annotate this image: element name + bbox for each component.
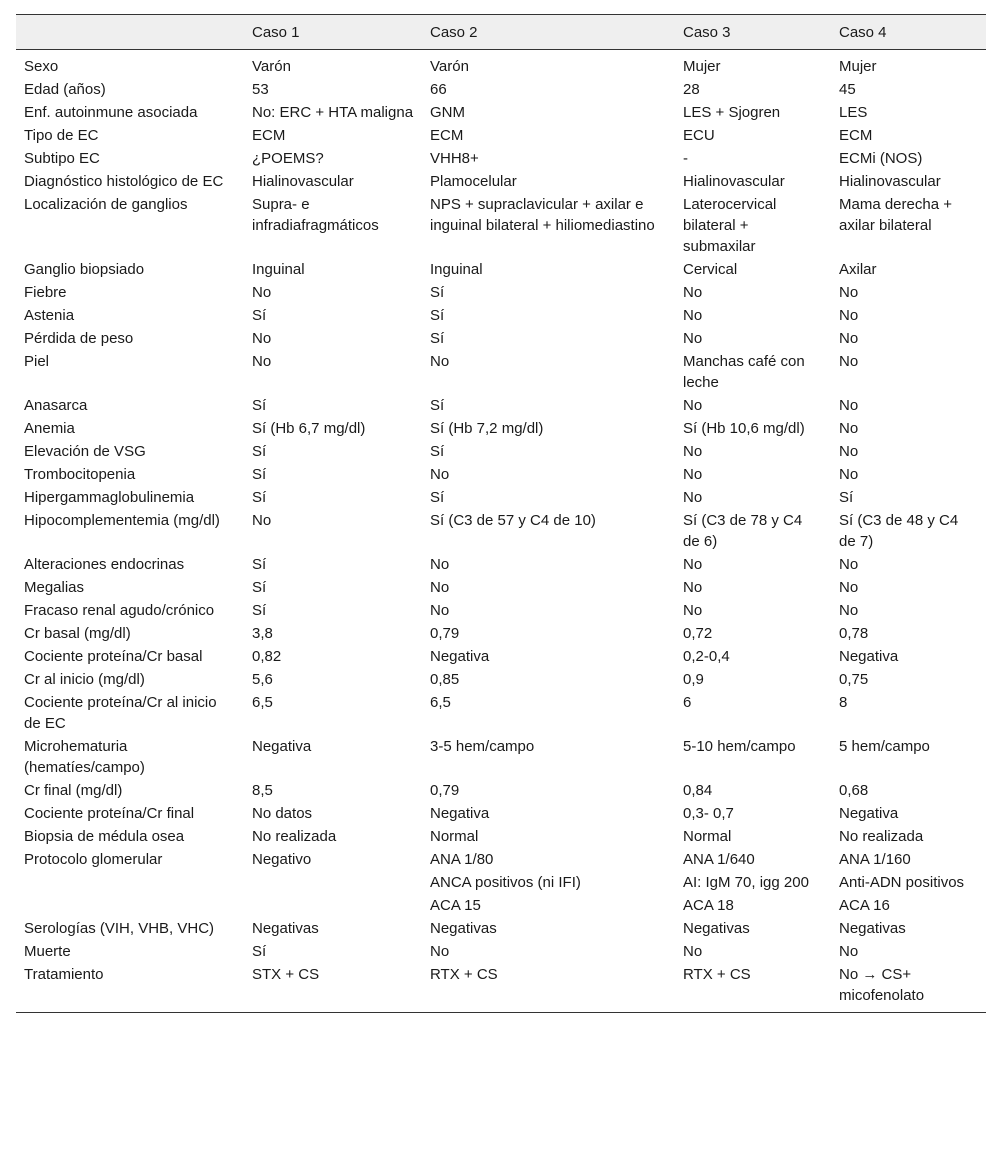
value-cell-caso-3: No: [683, 284, 703, 301]
value-cell-caso-1: No: [252, 353, 272, 370]
value-cell-caso-2: Sí: [430, 330, 445, 347]
row-label-cell: Fiebre: [24, 284, 67, 301]
row-label-cell: Biopsia de médula osea: [24, 828, 185, 845]
row-label-cell: Astenia: [24, 307, 75, 324]
row-label-cell: Tipo de EC: [24, 127, 99, 144]
row-label-cell: Hipergammaglobulinemia: [24, 489, 195, 506]
table-row: [16, 668, 986, 691]
row-label-cell: Protocolo glomerular: [24, 851, 163, 868]
value-cell-caso-3: 5-10 hem/campo: [683, 738, 796, 755]
value-cell-caso-1: ECM: [252, 127, 286, 144]
value-cell-caso-3: AI: IgM 70, igg 200: [683, 874, 809, 891]
table-row: [16, 417, 986, 440]
value-cell-caso-2: Negativas: [430, 920, 497, 937]
value-cell-caso-3: No: [683, 307, 703, 324]
header-cell-caso-4: Caso 4: [831, 15, 986, 50]
value-cell-caso-1: Sí: [252, 443, 267, 460]
value-cell-caso-3: Sí (C3 de 78 y C4 de 6): [683, 512, 803, 550]
row-label-cell: Ganglio biopsiado: [24, 261, 145, 278]
value-cell-caso-2: Sí: [430, 397, 445, 414]
value-cell-caso-4: No: [839, 353, 859, 370]
row-label-cell: Cr basal (mg/dl): [24, 625, 131, 642]
value-cell-caso-4: Negativa: [839, 805, 899, 822]
table-row: [16, 440, 986, 463]
row-label-cell: [16, 871, 244, 894]
table-row: [16, 258, 986, 281]
row-label-cell: Localización de ganglios: [24, 196, 188, 213]
value-cell-caso-4: No: [839, 466, 859, 483]
value-cell-caso-3: No: [683, 943, 703, 960]
value-cell-caso-1: Sí: [252, 397, 267, 414]
table-row: [16, 124, 986, 147]
value-cell-caso-4: No → CS+ micofenolato: [831, 963, 986, 1013]
value-cell-caso-3: -: [683, 150, 688, 167]
value-cell-caso-4: No: [839, 420, 859, 437]
value-cell-caso-3: No: [683, 556, 703, 573]
table-row: [16, 281, 986, 304]
value-cell-caso-1: No: [252, 284, 272, 301]
table-row: [16, 691, 986, 735]
value-cell-caso-3: Cervical: [683, 261, 738, 278]
row-label-cell: Anasarca: [24, 397, 88, 414]
header-cell-caso-2: Caso 2: [422, 15, 675, 50]
value-cell-caso-4: No: [839, 579, 859, 596]
header-cell-caso-3: Caso 3: [675, 15, 831, 50]
table-row: [16, 170, 986, 193]
value-cell-caso-1: Sí: [252, 943, 267, 960]
value-cell-caso-2: Sí (Hb 7,2 mg/dl): [430, 420, 544, 437]
value-cell-caso-1: 6,5: [252, 694, 273, 711]
row-label-cell: Cr final (mg/dl): [24, 782, 123, 799]
value-cell-caso-4: 0,68: [839, 782, 869, 799]
value-cell-caso-4: 5 hem/campo: [839, 738, 930, 755]
row-label-cell: Cociente proteína/Cr al inicio de EC: [24, 694, 217, 732]
value-cell-caso-3: 0,72: [683, 625, 713, 642]
value-cell-caso-4: Anti-ADN positivos: [839, 874, 965, 891]
row-label-cell: Cociente proteína/Cr final: [24, 805, 195, 822]
value-cell-caso-4: Negativas: [839, 920, 906, 937]
value-cell-caso-3: Laterocervical bilateral + submaxilar: [683, 196, 777, 255]
value-cell-caso-4: ANA 1/160: [839, 851, 911, 868]
row-label-cell: Pérdida de peso: [24, 330, 134, 347]
row-label-cell: Hipocomplementemia (mg/dl): [24, 512, 220, 529]
value-cell-caso-4: Negativa: [839, 648, 899, 665]
value-cell-caso-1: Sí (Hb 6,7 mg/dl): [252, 420, 366, 437]
value-cell-caso-3: No: [683, 466, 703, 483]
table-row: [16, 645, 986, 668]
table-row: [16, 963, 986, 1013]
value-cell-caso-1: 53: [252, 81, 269, 98]
value-cell-caso-1: No datos: [252, 805, 313, 822]
table-row: [16, 394, 986, 417]
value-cell-caso-3: No: [683, 330, 703, 347]
value-cell-caso-4: No: [839, 330, 859, 347]
value-cell-caso-3: ANA 1/640: [683, 851, 755, 868]
value-cell-caso-1: Inguinal: [252, 261, 305, 278]
value-cell-caso-1: Sí: [252, 489, 267, 506]
value-cell-caso-2: ANA 1/80: [430, 851, 494, 868]
value-cell-caso-2: Sí: [430, 489, 445, 506]
value-cell-caso-1: Supra- e infradiafragmáticos: [252, 196, 379, 234]
value-cell-caso-2: No: [430, 466, 450, 483]
row-label-cell: Subtipo EC: [24, 150, 100, 167]
value-cell-caso-3: 0,2-0,4: [683, 648, 730, 665]
value-cell-caso-2: 66: [430, 81, 447, 98]
row-label-cell: Serologías (VIH, VHB, VHC): [24, 920, 215, 937]
row-label-cell: Sexo: [24, 58, 59, 75]
table-row: [16, 50, 986, 79]
table-body: [16, 50, 986, 1013]
value-cell-caso-2: Sí: [430, 284, 445, 301]
value-cell-caso-4: Sí: [839, 489, 854, 506]
value-cell-caso-1: Varón: [252, 58, 291, 75]
row-label-cell: Elevación de VSG: [24, 443, 146, 460]
value-cell-caso-2: Plamocelular: [430, 173, 517, 190]
value-cell-caso-2: 6,5: [430, 694, 451, 711]
value-cell-caso-3: 0,84: [683, 782, 713, 799]
value-cell-caso-1: STX + CS: [244, 963, 422, 1013]
header-cell-label: [16, 15, 244, 50]
value-cell-caso-4: 45: [839, 81, 856, 98]
table-row: [16, 825, 986, 848]
value-cell-caso-3: Sí (Hb 10,6 mg/dl): [683, 420, 805, 437]
value-cell-caso-2: 0,85: [430, 671, 460, 688]
value-cell-caso-3: 28: [683, 81, 700, 98]
value-cell-caso-3: ECU: [683, 127, 715, 144]
table-row: [16, 779, 986, 802]
value-cell-caso-4: No: [839, 397, 859, 414]
value-cell-caso-3: Hialinovascular: [683, 173, 785, 190]
table-row: [16, 463, 986, 486]
table-row: [16, 509, 986, 553]
clinical-table-container: [16, 14, 986, 1013]
row-label-cell: Muerte: [24, 943, 71, 960]
clinical-cases-table: [16, 14, 986, 1013]
value-cell-caso-2: No: [430, 556, 450, 573]
value-cell-caso-3: Manchas café con leche: [683, 353, 805, 391]
value-cell-caso-3: 6: [683, 694, 692, 711]
table-row: [16, 147, 986, 170]
table-row: [16, 486, 986, 509]
value-cell-caso-1: Sí: [252, 556, 267, 573]
value-cell-caso-4: ECM: [839, 127, 873, 144]
value-cell-caso-4: No: [839, 556, 859, 573]
value-cell-caso-4: Mama derecha + axilar bilateral: [839, 196, 952, 234]
value-cell-caso-1: Sí: [252, 466, 267, 483]
row-label-cell: [16, 894, 244, 917]
value-cell-caso-1: [244, 871, 422, 894]
value-cell-caso-3: LES + Sjogren: [683, 104, 781, 121]
row-label-cell: Microhematuria (hematíes/campo): [24, 738, 145, 776]
value-cell-caso-2: 0,79: [430, 782, 460, 799]
value-cell-caso-4: 8: [839, 694, 848, 711]
value-cell-caso-2: Normal: [430, 828, 479, 845]
value-cell-caso-1: 8,5: [252, 782, 273, 799]
value-cell-caso-1: [244, 894, 422, 917]
value-cell-caso-2: Varón: [430, 58, 469, 75]
value-cell-caso-1: Hialinovascular: [252, 173, 354, 190]
row-label-cell: Anemia: [24, 420, 75, 437]
value-cell-caso-2: NPS + supraclavicular + axilar e inguinal bilateral + hiliomediastino: [430, 196, 655, 234]
value-cell-caso-2: No: [430, 353, 450, 370]
value-cell-caso-2: GNM: [430, 104, 465, 121]
value-cell-caso-2: No: [430, 602, 450, 619]
table-row: [16, 622, 986, 645]
value-cell-caso-1: Negativa: [252, 738, 312, 755]
value-cell-caso-3: ACA 18: [683, 897, 734, 914]
value-cell-caso-3: 0,3- 0,7: [683, 805, 734, 822]
value-cell-caso-2: 3-5 hem/campo: [430, 738, 535, 755]
value-cell-caso-4: Sí (C3 de 48 y C4 de 7): [839, 512, 959, 550]
table-row: [16, 327, 986, 350]
value-cell-caso-2: ACA 15: [430, 897, 481, 914]
value-cell-caso-3: No: [683, 397, 703, 414]
value-cell-caso-3: Negativas: [683, 920, 750, 937]
value-cell-caso-2: ANCA positivos (ni IFI): [430, 874, 581, 891]
value-cell-caso-3: 0,9: [683, 671, 704, 688]
header-row: [16, 15, 986, 50]
value-cell-caso-3: No: [683, 602, 703, 619]
value-cell-caso-4: Hialinovascular: [839, 173, 941, 190]
value-cell-caso-2: VHH8+: [430, 150, 479, 167]
value-cell-caso-1: 3,8: [252, 625, 273, 642]
row-label-cell: Trombocitopenia: [24, 466, 136, 483]
table-header: [16, 15, 986, 50]
row-label-cell: Fracaso renal agudo/crónico: [24, 602, 215, 619]
table-row: [16, 894, 986, 917]
table-row: [16, 101, 986, 124]
value-cell-caso-4: LES: [839, 104, 868, 121]
value-cell-caso-2: Sí (C3 de 57 y C4 de 10): [430, 512, 596, 529]
value-cell-caso-2: Inguinal: [430, 261, 483, 278]
value-cell-caso-1: Sí: [252, 602, 267, 619]
table-row: [16, 193, 986, 258]
value-cell-caso-1: No: [252, 330, 272, 347]
value-cell-caso-4: No: [839, 602, 859, 619]
row-label-cell: Tratamiento: [16, 963, 244, 1013]
value-cell-caso-2: Sí: [430, 307, 445, 324]
value-cell-caso-4: No: [839, 443, 859, 460]
value-cell-caso-2: 0,79: [430, 625, 460, 642]
value-cell-caso-3: Mujer: [683, 58, 721, 75]
row-label-cell: Piel: [24, 353, 50, 370]
value-cell-caso-3: No: [683, 579, 703, 596]
table-row: [16, 304, 986, 327]
value-cell-caso-3: RTX + CS: [675, 963, 831, 1013]
value-cell-caso-4: No: [839, 307, 859, 324]
value-cell-caso-1: No realizada: [252, 828, 337, 845]
row-label-cell: Diagnóstico histológico de EC: [24, 173, 224, 190]
table-row: [16, 599, 986, 622]
value-cell-caso-4: 0,75: [839, 671, 869, 688]
table-row: [16, 917, 986, 940]
value-cell-caso-2: Negativa: [430, 648, 490, 665]
value-cell-caso-4: ECMi (NOS): [839, 150, 923, 167]
table-row: [16, 871, 986, 894]
row-label-cell: Edad (años): [24, 81, 106, 98]
value-cell-caso-2: RTX + CS: [422, 963, 675, 1013]
value-cell-caso-1: Sí: [252, 307, 267, 324]
value-cell-caso-1: No: [252, 512, 272, 529]
table-row: [16, 940, 986, 963]
table-row: [16, 553, 986, 576]
value-cell-caso-1: 5,6: [252, 671, 273, 688]
value-cell-caso-4: No realizada: [839, 828, 924, 845]
value-cell-caso-4: 0,78: [839, 625, 869, 642]
value-cell-caso-1: Negativas: [252, 920, 319, 937]
value-cell-caso-4: No: [839, 284, 859, 301]
value-cell-caso-2: ECM: [430, 127, 464, 144]
value-cell-caso-3: No: [683, 443, 703, 460]
table-row: [16, 848, 986, 871]
row-label-cell: Alteraciones endocrinas: [24, 556, 185, 573]
row-label-cell: Cociente proteína/Cr basal: [24, 648, 203, 665]
value-cell-caso-1: No: ERC + HTA maligna: [252, 104, 414, 121]
value-cell-caso-1: Sí: [252, 579, 267, 596]
value-cell-caso-2: Negativa: [430, 805, 490, 822]
table-row: [16, 78, 986, 101]
table-row: [16, 350, 986, 394]
row-label-cell: Enf. autoinmune asociada: [24, 104, 198, 121]
value-cell-caso-2: No: [430, 943, 450, 960]
value-cell-caso-1: ¿POEMS?: [252, 150, 324, 167]
table-row: [16, 802, 986, 825]
value-cell-caso-3: No: [683, 489, 703, 506]
row-label-cell: Cr al inicio (mg/dl): [24, 671, 145, 688]
value-cell-caso-4: No: [839, 943, 859, 960]
value-cell-caso-2: No: [430, 579, 450, 596]
table-row: [16, 735, 986, 779]
value-cell-caso-4: ACA 16: [839, 897, 890, 914]
header-cell-caso-1: Caso 1: [244, 15, 422, 50]
value-cell-caso-3: Normal: [683, 828, 732, 845]
value-cell-caso-1: 0,82: [252, 648, 282, 665]
value-cell-caso-1: Negativo: [252, 851, 312, 868]
value-cell-caso-2: Sí: [430, 443, 445, 460]
table-row: [16, 576, 986, 599]
value-cell-caso-4: Mujer: [839, 58, 877, 75]
row-label-cell: Megalias: [24, 579, 85, 596]
value-cell-caso-4: Axilar: [839, 261, 877, 278]
